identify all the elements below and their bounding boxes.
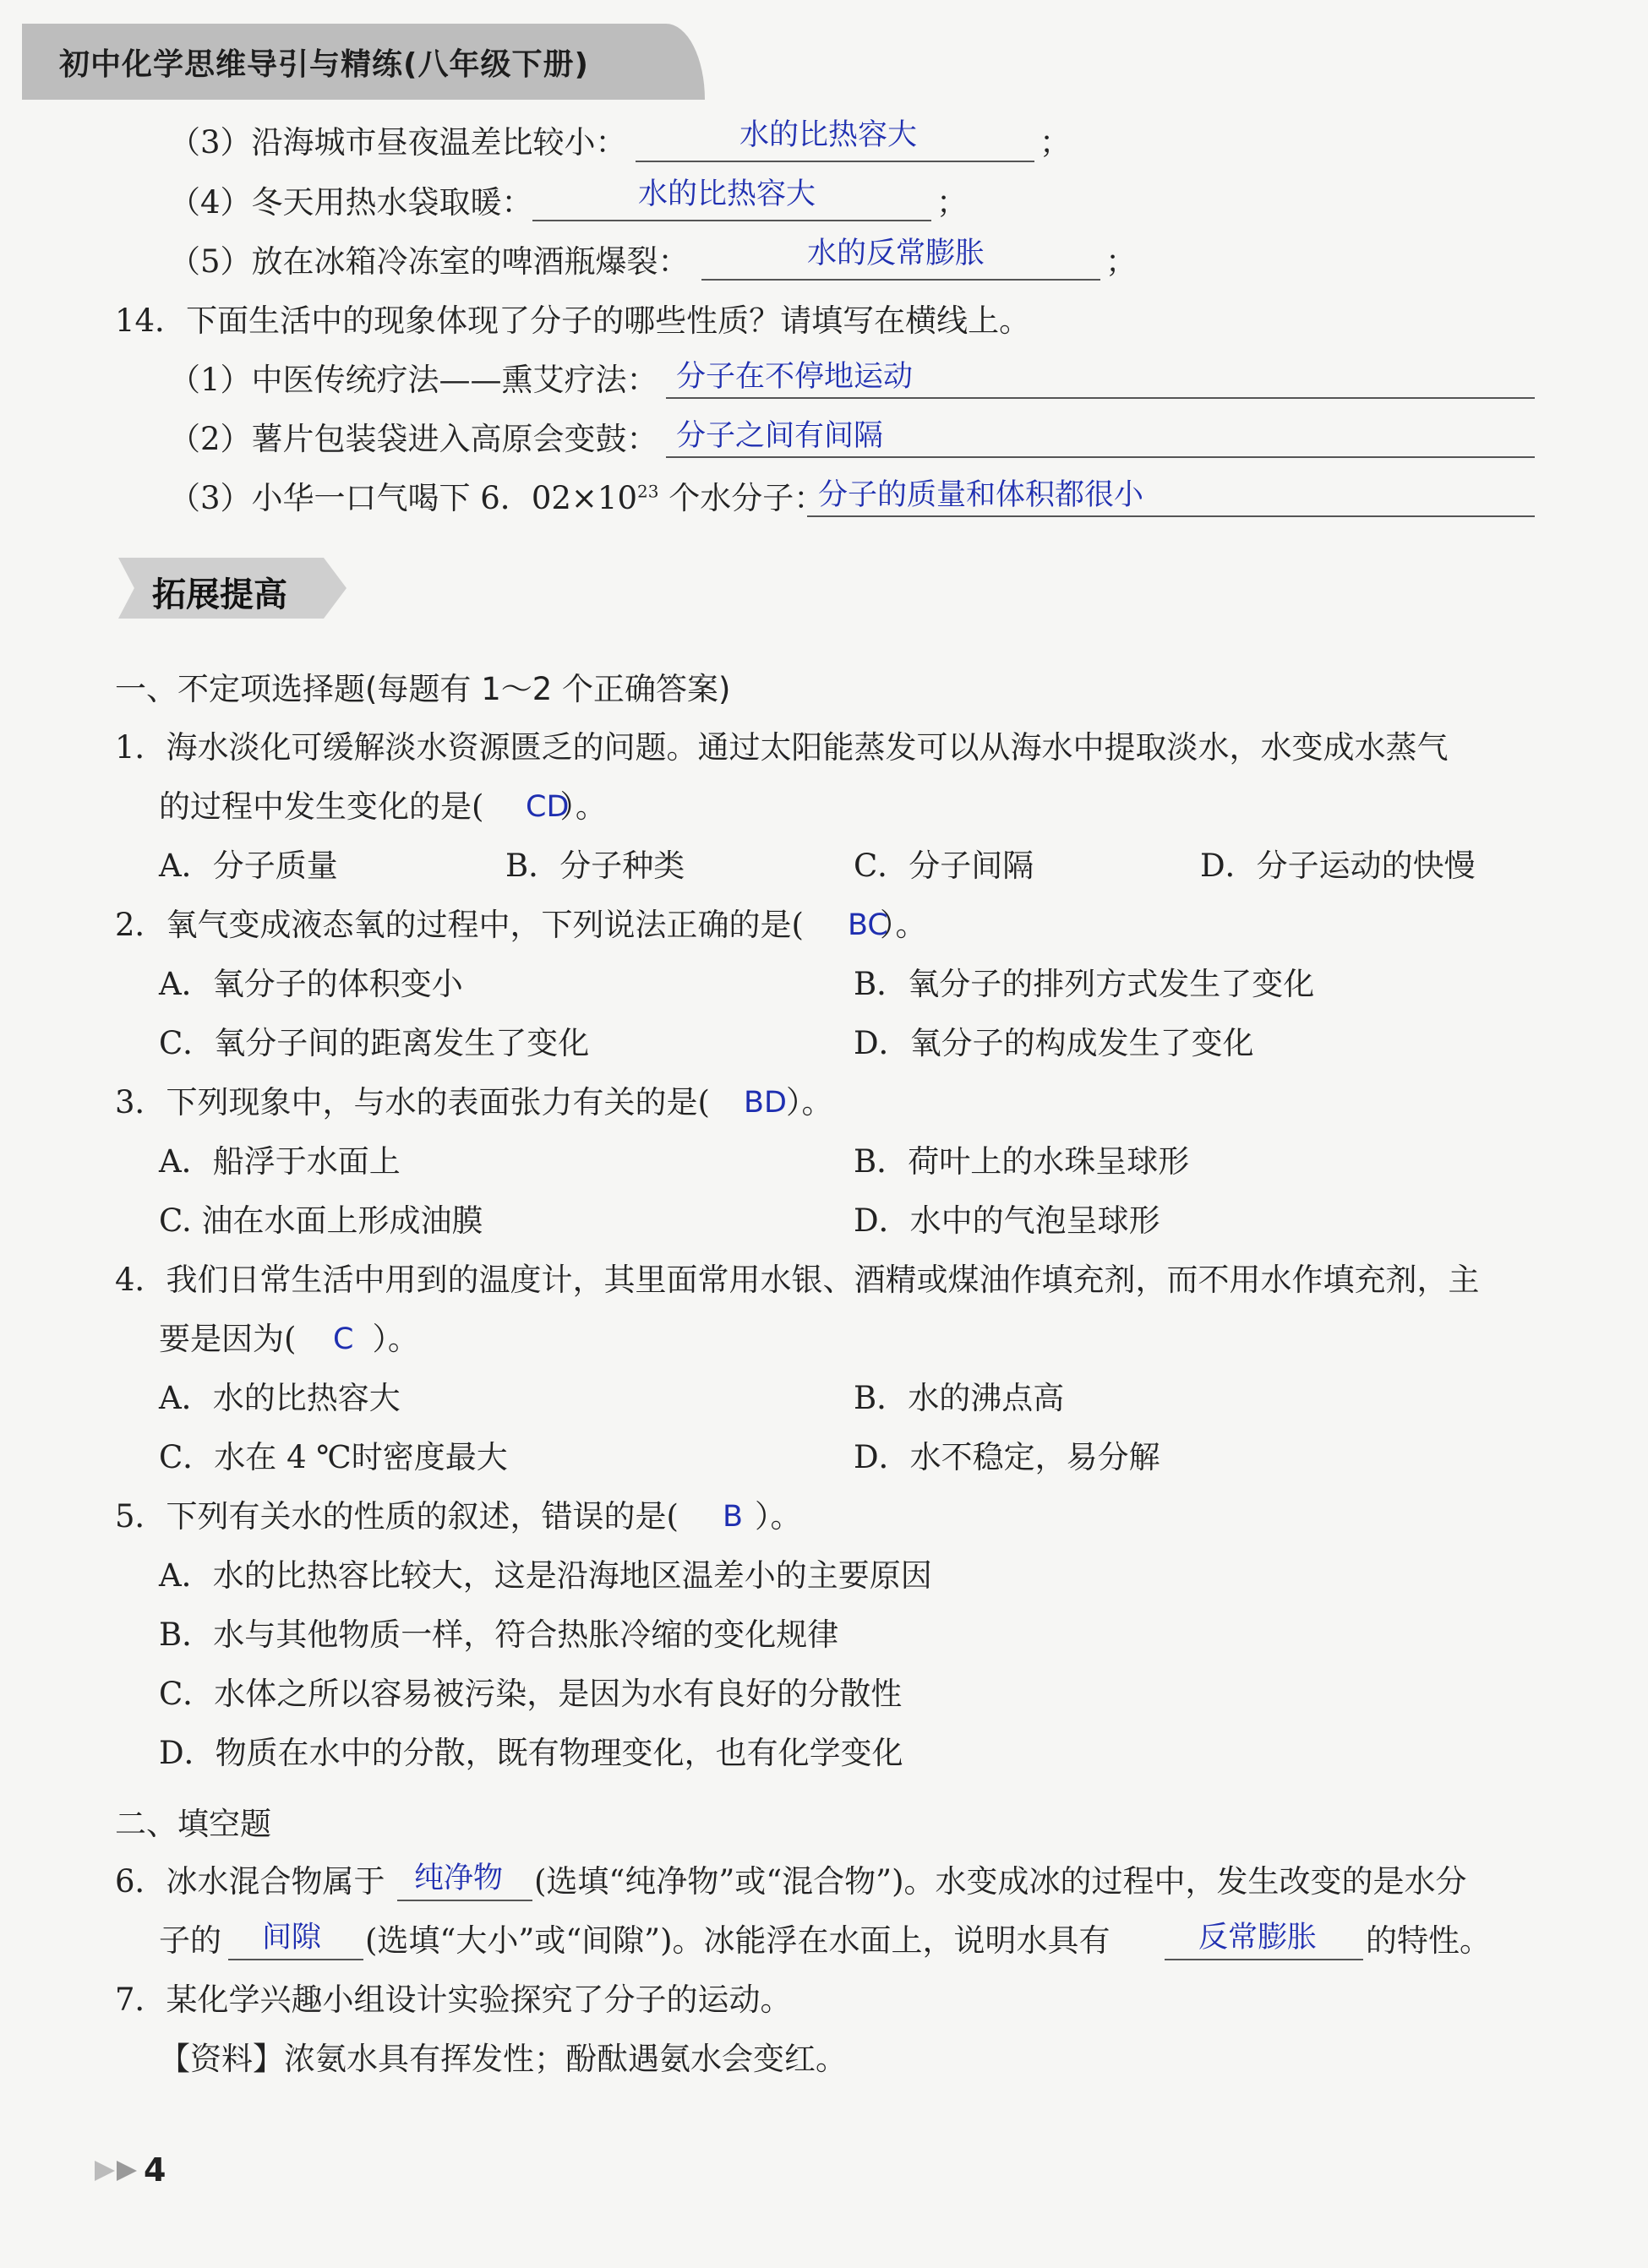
q14-item-3-answer: 分子的质量和体积都很小: [818, 478, 1144, 512]
q2-option-a: A．氧分子的体积变小: [159, 966, 463, 1002]
prev-item-3-blank[interactable]: [636, 161, 1034, 162]
q5-stem: 5．下列有关水的性质的叙述，错误的是( ）。: [115, 1498, 802, 1535]
q3-answer: BD: [744, 1086, 787, 1120]
q1-answer: CD: [526, 790, 570, 824]
q6-answer-3: 反常膨胀: [1198, 1921, 1318, 1955]
q5-option-d: D．物质在水中的分散，既有物理变化，也有化学变化: [159, 1735, 903, 1771]
q3-stem: 3．下列现象中，与水的表面张力有关的是( ）。: [115, 1084, 833, 1120]
q2-answer: BC: [848, 908, 888, 942]
q1-stem-2: 的过程中发生变化的是( ）。: [159, 788, 607, 825]
q14-item-1-blank[interactable]: [666, 397, 1535, 399]
q14-item-1-label: （1）中医传统疗法——熏艾疗法：: [169, 362, 658, 398]
q5-option-b: B．水与其他物质一样，符合热胀冷缩的变化规律: [159, 1616, 839, 1653]
q6-line-2-mid: (选填“大小”或“间隙”)。冰能浮在水面上，说明水具有: [365, 1922, 1110, 1959]
q7-stem: 7．某化学兴趣小组设计实验探究了分子的运动。: [115, 1982, 792, 2018]
header-title: 初中化学思维导引与精练(八年级下册): [59, 47, 589, 82]
q1-option-b: B．分子种类: [505, 848, 685, 884]
q4-option-b: B．水的沸点高: [854, 1380, 1065, 1416]
q6-line-1-pre: 6．冰水混合物属于: [115, 1863, 385, 1900]
q1-stem-1: 1．海水淡化可缓解淡水资源匮乏的问题。通过太阳能蒸发可以从海水中提取淡水，水变成水蒸气: [115, 729, 1449, 766]
q4-option-a: A．水的比热容大: [159, 1380, 401, 1416]
prev-item-3-label: （3）沿海城市昼夜温差比较小：: [169, 124, 627, 161]
q3-option-a: A．船浮于水面上: [159, 1143, 401, 1180]
q7-info: 【资料】浓氨水具有挥发性；酚酞遇氨水会变红。: [159, 2041, 847, 2077]
q4-stem-2: 要是因为( ）。: [159, 1321, 419, 1357]
page-number: 4: [144, 2151, 166, 2189]
q1-option-a: A．分子质量: [159, 848, 338, 884]
prev-item-4-label: （4）冬天用热水袋取暖：: [169, 184, 533, 221]
q6-answer-1: 纯净物: [414, 1862, 504, 1895]
prev-item-5-end: ；: [1105, 243, 1137, 280]
prev-item-5-answer: 水的反常膨胀: [807, 237, 985, 270]
q14-item-3-blank[interactable]: [807, 515, 1535, 517]
q4-option-c: C．水在 4 ℃时密度最大: [159, 1439, 508, 1475]
q14-item-2-answer: 分子之间有间隔: [676, 419, 884, 453]
prev-item-5-blank[interactable]: [701, 279, 1100, 281]
q1-option-c: C．分子间隔: [854, 848, 1034, 884]
q6-line-2-pre: 子的: [159, 1922, 221, 1959]
q5-option-a: A．水的比热容比较大，这是沿海地区温差小的主要原因: [159, 1557, 932, 1594]
q3-option-c: C. 油在水面上形成油膜: [159, 1202, 483, 1239]
q6-blank-2[interactable]: [228, 1959, 363, 1960]
part1-heading: 一、不定项选择题(每题有 1～2 个正确答案): [115, 671, 731, 707]
q4-stem-1: 4．我们日常生活中用到的温度计，其里面常用水银、酒精或煤油作填充剂，而不用水作填充剂，主: [115, 1262, 1480, 1298]
q6-line-1-post: (选填“纯净物”或“混合物”)。水变成冰的过程中，发生改变的是水分: [534, 1863, 1467, 1900]
q6-answer-2: 间隙: [262, 1921, 322, 1955]
q4-answer: C: [333, 1322, 354, 1356]
part2-heading: 二、填空题: [115, 1806, 271, 1842]
prev-item-3-answer: 水的比热容大: [739, 118, 918, 152]
q2-option-c: C．氧分子间的距离发生了变化: [159, 1025, 590, 1061]
q2-option-d: D．氧分子的构成发生了变化: [854, 1025, 1254, 1061]
q14-stem: 14．下面生活中的现象体现了分子的哪些性质？请填写在横线上。: [115, 303, 1031, 339]
q6-blank-1[interactable]: [397, 1900, 532, 1901]
prev-item-4-blank[interactable]: [532, 220, 931, 221]
prev-item-4-end: ；: [936, 184, 968, 221]
prev-item-5-label: （5）放在冰箱冷冻室的啤酒瓶爆裂：: [169, 243, 690, 280]
prev-item-4-answer: 水的比热容大: [638, 177, 816, 211]
q6-blank-3[interactable]: [1165, 1959, 1363, 1960]
q14-item-1-answer: 分子在不停地运动: [676, 360, 914, 394]
prev-item-3-end: ；: [1040, 124, 1071, 161]
section-tag: 拓展提高: [118, 558, 347, 619]
q2-stem: 2．氧气变成液态氧的过程中，下列说法正确的是( ）。: [115, 907, 927, 943]
q6-line-2-post: 的特性。: [1366, 1922, 1491, 1959]
q14-item-3-label: （3）小华一口气喝下 6．$02\times 10^{23}$ 个水分子：: [169, 480, 826, 516]
q5-answer: B: [723, 1500, 744, 1534]
q14-item-2-blank[interactable]: [666, 456, 1535, 458]
q1-option-d: D．分子运动的快慢: [1200, 848, 1476, 884]
q14-item-2-label: （2）薯片包装袋进入高原会变鼓：: [169, 421, 658, 457]
q3-option-b: B．荷叶上的水珠呈球形: [854, 1143, 1190, 1180]
page-arrow-icon: [95, 2159, 142, 2183]
q3-option-d: D．水中的气泡呈球形: [854, 1202, 1160, 1239]
q2-option-b: B．氧分子的排列方式发生了变化: [854, 966, 1315, 1002]
q5-option-c: C．水体之所以容易被污染，是因为水有良好的分散性: [159, 1676, 903, 1712]
q4-option-d: D．水不稳定，易分解: [854, 1439, 1160, 1475]
